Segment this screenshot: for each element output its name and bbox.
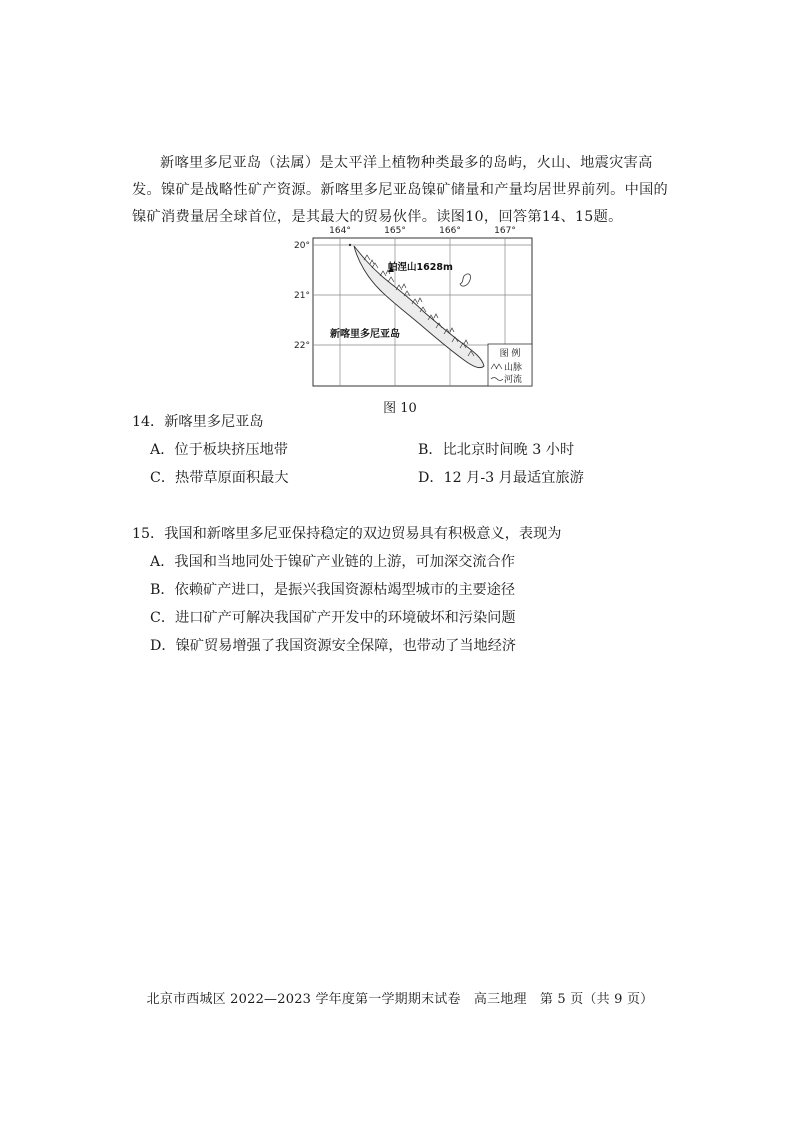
peak-label: 帕涅山1628m — [388, 262, 453, 273]
q15-option-b[interactable]: B．依赖矿产进口，是振兴我国资源枯竭型城市的主要途径 — [150, 582, 516, 598]
q14-option-b[interactable]: B．比北京时间晚 3 小时 — [418, 442, 575, 458]
question-15-options — [132, 548, 562, 660]
question-14 — [132, 408, 692, 492]
figure-caption: 图 10 — [383, 401, 417, 416]
islet-north — [349, 244, 351, 246]
lon-label-164: 164° — [329, 226, 351, 236]
map-figure-10 — [292, 224, 542, 394]
q15-option-a[interactable]: A．我国和当地同处于镍矿产业链的上游，可加深交流合作 — [150, 554, 515, 570]
lon-label-165: 165° — [384, 226, 406, 236]
lat-label-22: 22° — [294, 341, 310, 351]
question-15 — [132, 520, 562, 660]
q15-option-c[interactable]: C．进口矿产可解决我国矿产开发中的环境破坏和污染问题 — [150, 610, 516, 626]
question-14-row-1 — [132, 436, 692, 464]
question-14-options — [132, 436, 692, 492]
q14-option-c[interactable]: C．热带草原面积最大 — [150, 470, 289, 486]
legend-title: 图 例 — [499, 349, 521, 359]
legend-mountain-label: 山脉 — [504, 363, 523, 373]
lon-label-167: 167° — [494, 226, 516, 236]
q15-option-d[interactable]: D．镍矿贸易增强了我国资源安全保障，也带动了当地经济 — [150, 638, 517, 654]
page-footer: 北京市西城区 2022—2023 学年度第一学期期末试卷 高三地理 第 5 页（共 9 页） — [146, 992, 654, 1007]
q14-option-d[interactable]: D．12 月-3 月最适宜旅游 — [418, 470, 584, 486]
intro-paragraph: 新喀里多尼亚岛（法属）是太平洋上植物种类最多的岛屿，火山、地震灾害高发。镍矿是战略性矿产资源。新喀里多尼亚岛镍矿储量和产量均居世界前列。中国的镍矿消费量居全球首位，是其最大的贸易伙伴。读图10，回答第14、15题。 — [132, 155, 669, 225]
legend-river-label: 河流 — [504, 375, 523, 385]
lon-label-166: 166° — [439, 226, 461, 236]
map-legend — [488, 344, 532, 386]
question-14-row-2 — [132, 464, 692, 492]
lat-label-20: 20° — [294, 241, 310, 251]
question-14-stem: 14．新喀里多尼亚岛 — [132, 414, 264, 430]
island-label: 新喀里多尼亚岛 — [330, 329, 400, 340]
q14-option-a[interactable]: A．位于板块挤压地带 — [150, 442, 288, 458]
question-15-stem: 15．我国和新喀里多尼亚保持稳定的双边贸易具有积极意义，表现为 — [132, 526, 562, 542]
lat-label-21: 21° — [294, 291, 310, 301]
